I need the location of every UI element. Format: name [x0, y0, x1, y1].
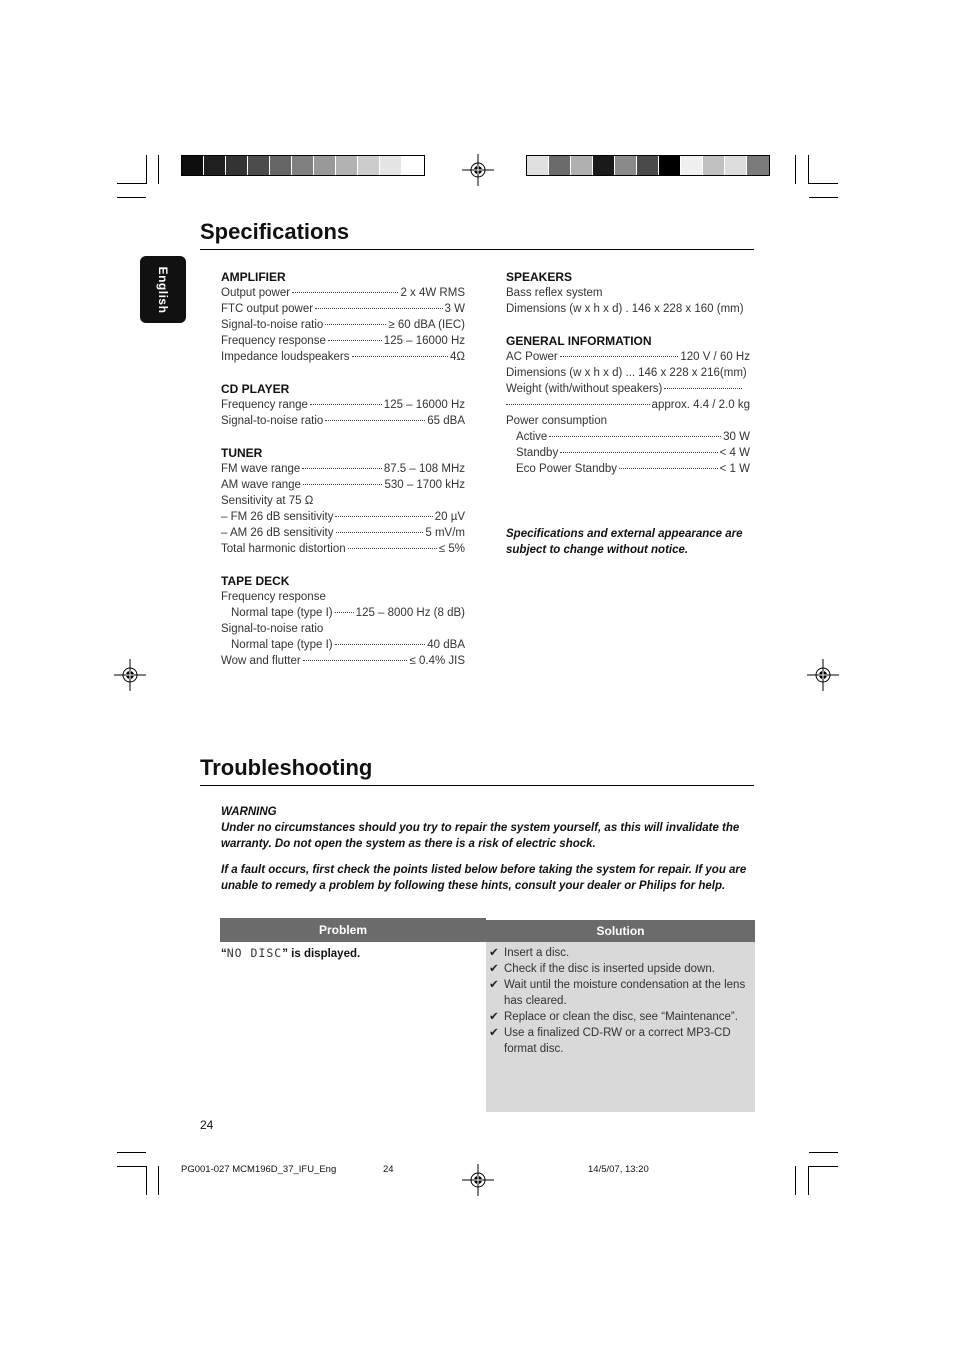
spec-row: Dimensions (w x h x d) . 146 x 228 x 160 (mm) [506, 303, 744, 315]
spec-row: approx. 4.4 / 2.0 kg [506, 397, 750, 413]
spec-row: Normal tape (type I) 125 – 8000 Hz (8 dB) [231, 607, 465, 619]
spec-row: Impedance loudspeakers 4Ω [221, 351, 465, 363]
crop-mark [809, 1152, 838, 1153]
check-icon: ✔ [489, 947, 499, 959]
spec-row: Power consumption [506, 415, 607, 427]
crop-mark [808, 1166, 809, 1195]
spec-row: Active 30 W [516, 431, 750, 443]
spec-column-left [221, 269, 465, 669]
spec-row: FM wave range 87.5 – 108 MHz [221, 463, 465, 475]
spec-row: Normal tape (type I) 40 dBA [231, 639, 465, 651]
check-icon: ✔ [489, 1011, 499, 1023]
spec-row: Sensitivity at 75 Ω [221, 495, 314, 507]
spec-row: Wow and flutter ≤ 0.4% JIS [221, 655, 465, 667]
tuner-heading: TUNER [221, 446, 263, 460]
crop-mark [809, 1166, 838, 1167]
spec-row: FTC output power 3 W [221, 303, 465, 315]
specifications-title: Specifications [200, 219, 754, 250]
spec-row: Output power 2 x 4W RMS [221, 287, 465, 299]
crop-mark [809, 197, 838, 198]
crop-mark [795, 155, 796, 184]
spec-column-right [506, 269, 750, 477]
fault-text: If a fault occurs, first check the points listed below before taking the system for repair. If you are unable to remedy a problem by following these hints, consult your dealer or Philips for help. [221, 864, 747, 892]
check-icon: ✔ [489, 1027, 499, 1039]
spec-row: – FM 26 dB sensitivity 20 µV [221, 511, 465, 523]
registration-mark-icon [462, 1164, 494, 1196]
crop-mark [809, 183, 838, 184]
footer-file: PG001-027 MCM196D_37_IFU_Eng [181, 1164, 337, 1175]
crop-mark [158, 1166, 159, 1195]
crop-mark [158, 155, 159, 184]
table-header-solution: Solution [486, 920, 755, 942]
table-header-problem: Problem [220, 918, 466, 942]
spec-row: AC Power 120 V / 60 Hz [506, 351, 750, 363]
list-item: ✔ Replace or clean the disc, see “Maintenance”. [484, 1009, 752, 1025]
warning-text: Under no circumstances should you try to repair the system yourself, as this will invalidate the warranty. Do not open the system as there is a risk of electric shock. [221, 822, 740, 850]
language-tab [140, 256, 186, 323]
crop-mark [117, 197, 146, 198]
crop-mark [117, 1166, 146, 1167]
registration-mark-icon [114, 659, 146, 691]
footer-page: 24 [383, 1164, 394, 1175]
list-item: ✔ Use a finalized CD-RW or a correct MP3-CD format disc. [484, 1025, 752, 1057]
problem-text: “NO DISC” is displayed. [221, 946, 361, 960]
spec-row: Signal-to-noise ratio 65 dBA [221, 415, 465, 427]
speakers-heading: SPEAKERS [506, 270, 573, 284]
general-info-heading: GENERAL INFORMATION [506, 334, 652, 348]
cd-player-heading: CD PLAYER [221, 382, 290, 396]
footer-date: 14/5/07, 13:20 [588, 1164, 649, 1175]
list-item: ✔ Check if the disc is inserted upside down. [484, 961, 752, 977]
spec-row: Eco Power Standby < 1 W [516, 463, 750, 475]
color-bar-right [526, 155, 770, 176]
spec-row: Signal-to-noise ratio ≥ 60 dBA (IEC) [221, 319, 465, 331]
spec-row: AM wave range 530 – 1700 kHz [221, 479, 465, 491]
crop-mark [117, 1152, 146, 1153]
spec-row: Frequency range 125 – 16000 Hz [221, 399, 465, 411]
spec-row: Signal-to-noise ratio [221, 623, 324, 635]
color-bar-left [181, 155, 425, 176]
spec-notice: Specifications and external appearance are subject to change without notice. [506, 528, 743, 556]
list-item: ✔ Wait until the moisture condensation at the lens has cleared. [484, 977, 752, 1009]
spec-row: Weight (with/without speakers) [506, 381, 750, 397]
warning-heading: WARNING [221, 806, 277, 818]
amplifier-heading: AMPLIFIER [221, 270, 286, 284]
crop-mark [117, 183, 146, 184]
language-tab-label: English [156, 266, 170, 313]
table-header-gap [466, 918, 486, 942]
spec-row: Bass reflex system [506, 287, 603, 299]
crop-mark [146, 155, 147, 184]
registration-mark-icon [462, 154, 494, 186]
lcd-display-text: NO DISC [226, 946, 283, 960]
check-icon: ✔ [489, 963, 499, 975]
troubleshooting-title: Troubleshooting [200, 755, 754, 786]
spec-row: Total harmonic distortion ≤ 5% [221, 543, 465, 555]
spec-row: Standby < 4 W [516, 447, 750, 459]
crop-mark [795, 1166, 796, 1195]
check-icon: ✔ [489, 979, 499, 991]
list-item: ✔ Insert a disc. [484, 945, 752, 961]
crop-mark [146, 1166, 147, 1195]
crop-mark [808, 155, 809, 184]
spec-row: Frequency response 125 – 16000 Hz [221, 335, 465, 347]
registration-mark-icon [807, 659, 839, 691]
solution-list [484, 945, 752, 1057]
page-number: 24 [200, 1118, 214, 1132]
spec-row: Dimensions (w x h x d) ... 146 x 228 x 216(mm) [506, 367, 747, 379]
tape-deck-heading: TAPE DECK [221, 574, 290, 588]
spec-row: – AM 26 dB sensitivity 5 mV/m [221, 527, 465, 539]
spec-row: Frequency response [221, 591, 326, 603]
